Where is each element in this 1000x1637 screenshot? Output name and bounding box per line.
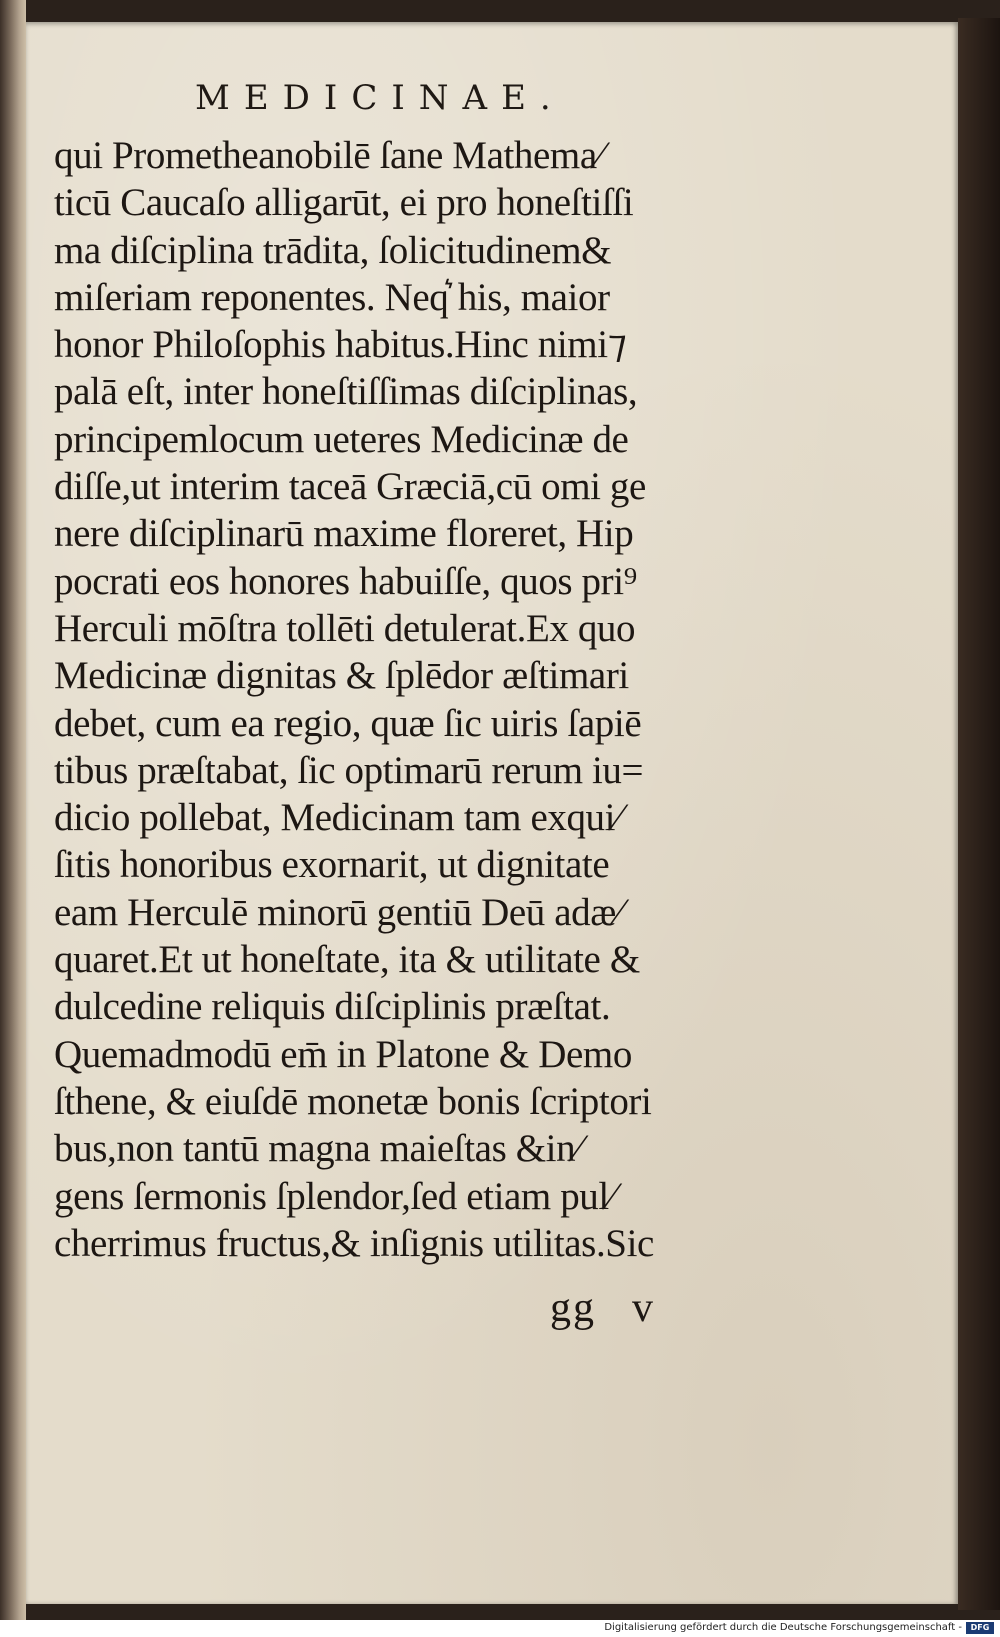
book-left-edge bbox=[0, 0, 26, 1620]
text-line: diſſe,ut interim taceā Græciā,cū omi ge bbox=[54, 465, 646, 509]
text-line: Herculi mōſtra tollēti detulerat.Ex quo bbox=[54, 606, 636, 650]
text-line: quaret.Et ut honeſtate, ita & utilitate & bbox=[54, 938, 640, 982]
text-line: eam Herculē minorū gentiū Deū adæ⁄ bbox=[54, 890, 622, 934]
text-line: principemlocum ueteres Medicinæ de bbox=[54, 417, 629, 461]
dfg-logo: DFG bbox=[966, 1622, 994, 1634]
text-line: ticū Caucaſo alligarūt, ei pro honeſtiſſi bbox=[54, 181, 634, 225]
text-line: Medicinæ dignitas & ſplēdor æſtimari bbox=[54, 654, 629, 698]
text-line: bus,non tantū magna maieſtas &in⁄ bbox=[54, 1127, 582, 1171]
signature-number: v bbox=[632, 1285, 655, 1331]
running-head: MEDICINAE. bbox=[195, 78, 565, 118]
body-text bbox=[54, 132, 714, 1267]
text-line: gens ſermonis ſplendor,ſed etiam pul⁄ bbox=[54, 1174, 615, 1218]
text-line: dicio pollebat, Medicinam tam exqui⁄ bbox=[54, 796, 622, 840]
text-line: tibus præſtabat, ſic optimarū rerum iu= bbox=[54, 748, 644, 792]
text-line: miſeriam reponentes. Neq͛ his, maior bbox=[54, 275, 610, 319]
text-line: Quemadmodū em̄ in Platone & Demo bbox=[54, 1032, 632, 1076]
text-line: palā eſt, inter honeſtiſſimas diſciplinas, bbox=[54, 370, 638, 414]
signature-mark bbox=[550, 1284, 655, 1332]
text-line: debet, cum ea regio, quæ ſic uiris ſapiē bbox=[54, 701, 642, 745]
text-line: ſthene, & eiuſdē monetæ bonis ſcriptori bbox=[54, 1079, 652, 1123]
signature-letters: gg bbox=[550, 1285, 596, 1331]
book-right-shadow bbox=[958, 18, 1000, 1610]
text-line: qui Prometheanobilē ſane Mathema⁄ bbox=[54, 134, 603, 177]
text-line: ſitis honoribus exornarit, ut dignitate bbox=[54, 843, 610, 887]
text-line: honor Philoſophis habitus.Hinc nimi⁊ bbox=[54, 323, 627, 367]
text-line: pocrati eos honores habuiſſe, quos pri⁹ bbox=[54, 559, 637, 603]
text-line: cherrimus fructus,& inſignis utilitas.Sic bbox=[54, 1221, 654, 1265]
text-line: dulcedine reliquis diſciplinis præſtat. bbox=[54, 985, 611, 1029]
text-line: nere diſciplinarū maxime floreret, Hip bbox=[54, 512, 634, 556]
funding-credit: Digitalisierung gefördert durch die Deutsche Forschungsgemeinschaft - bbox=[604, 1622, 962, 1633]
text-line: ma diſciplina trādita, ſolicitudinem& bbox=[54, 228, 612, 272]
